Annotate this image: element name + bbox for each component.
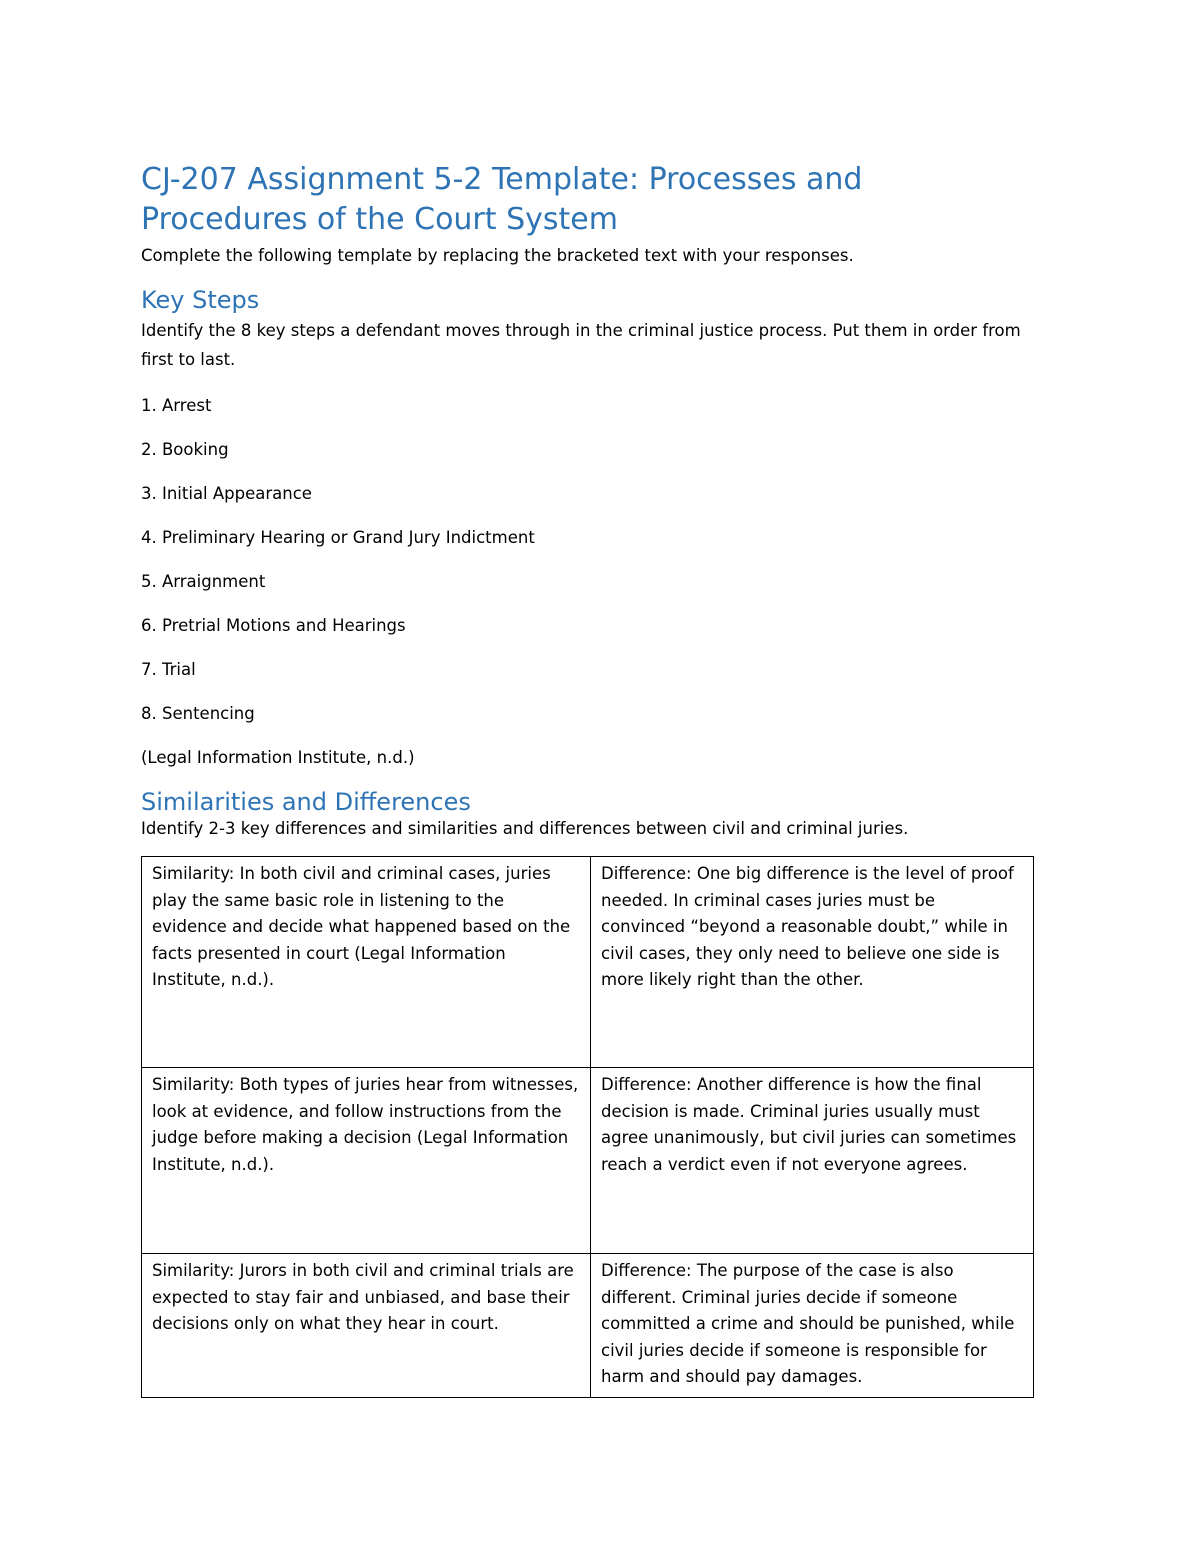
document-title: CJ-207 Assignment 5-2 Template: Processes and Procedures of the Court System bbox=[141, 162, 863, 237]
list-item: 5. Arraignment bbox=[141, 572, 266, 591]
similarity-cell: Similarity: In both civil and criminal cases, juries play the same basic role in listening to the evidence and decide what happened based on the facts presented in court (Legal Information Institute, n.d.). bbox=[142, 857, 591, 1068]
similarities-prompt: Identify 2-3 key differences and similarities and differences between civil and criminal juries. bbox=[141, 819, 909, 838]
document-page bbox=[141, 160, 1034, 1398]
similarity-cell: Similarity: Both types of juries hear from witnesses, look at evidence, and follow instructions from the judge before making a decision (Legal Information Institute, n.d.). bbox=[142, 1068, 591, 1254]
similarity-cell: Similarity: Jurors in both civil and criminal trials are expected to stay fair and unbiased, and base their decisions only on what they hear in court. bbox=[142, 1254, 591, 1398]
similarities-heading: Similarities and Differences bbox=[141, 788, 471, 816]
citation: (Legal Information Institute, n.d.) bbox=[141, 748, 415, 767]
key-steps-heading: Key Steps bbox=[141, 286, 260, 314]
difference-cell: Difference: The purpose of the case is also different. Criminal juries decide if someone committed a crime and should be punished, while civil juries decide if someone is responsible for harm and should pay damages. bbox=[591, 1254, 1034, 1398]
comparison-table bbox=[141, 856, 1034, 1398]
list-item: 4. Preliminary Hearing or Grand Jury Indictment bbox=[141, 528, 535, 547]
table-row bbox=[142, 1254, 1034, 1398]
key-steps-prompt: Identify the 8 key steps a defendant moves through in the criminal justice process. Put them in order from first to last. bbox=[141, 321, 1021, 369]
table-row bbox=[142, 1068, 1034, 1254]
list-item: 3. Initial Appearance bbox=[141, 484, 312, 503]
list-item: 6. Pretrial Motions and Hearings bbox=[141, 616, 406, 635]
list-item: 7. Trial bbox=[141, 660, 196, 679]
table-row bbox=[142, 857, 1034, 1068]
intro-text: Complete the following template by replacing the bracketed text with your responses. bbox=[141, 246, 854, 265]
list-item: 2. Booking bbox=[141, 440, 229, 459]
difference-cell: Difference: One big difference is the level of proof needed. In criminal cases juries must be convinced “beyond a reasonable doubt,” while in civil cases, they only need to believe one side is more likely right than the other. bbox=[591, 857, 1034, 1068]
list-item: 1. Arrest bbox=[141, 396, 212, 415]
list-item: 8. Sentencing bbox=[141, 704, 255, 723]
difference-cell: Difference: Another difference is how the final decision is made. Criminal juries usually must agree unanimously, but civil juries can sometimes reach a verdict even if not everyone agrees. bbox=[591, 1068, 1034, 1254]
key-steps-list bbox=[141, 394, 1034, 726]
